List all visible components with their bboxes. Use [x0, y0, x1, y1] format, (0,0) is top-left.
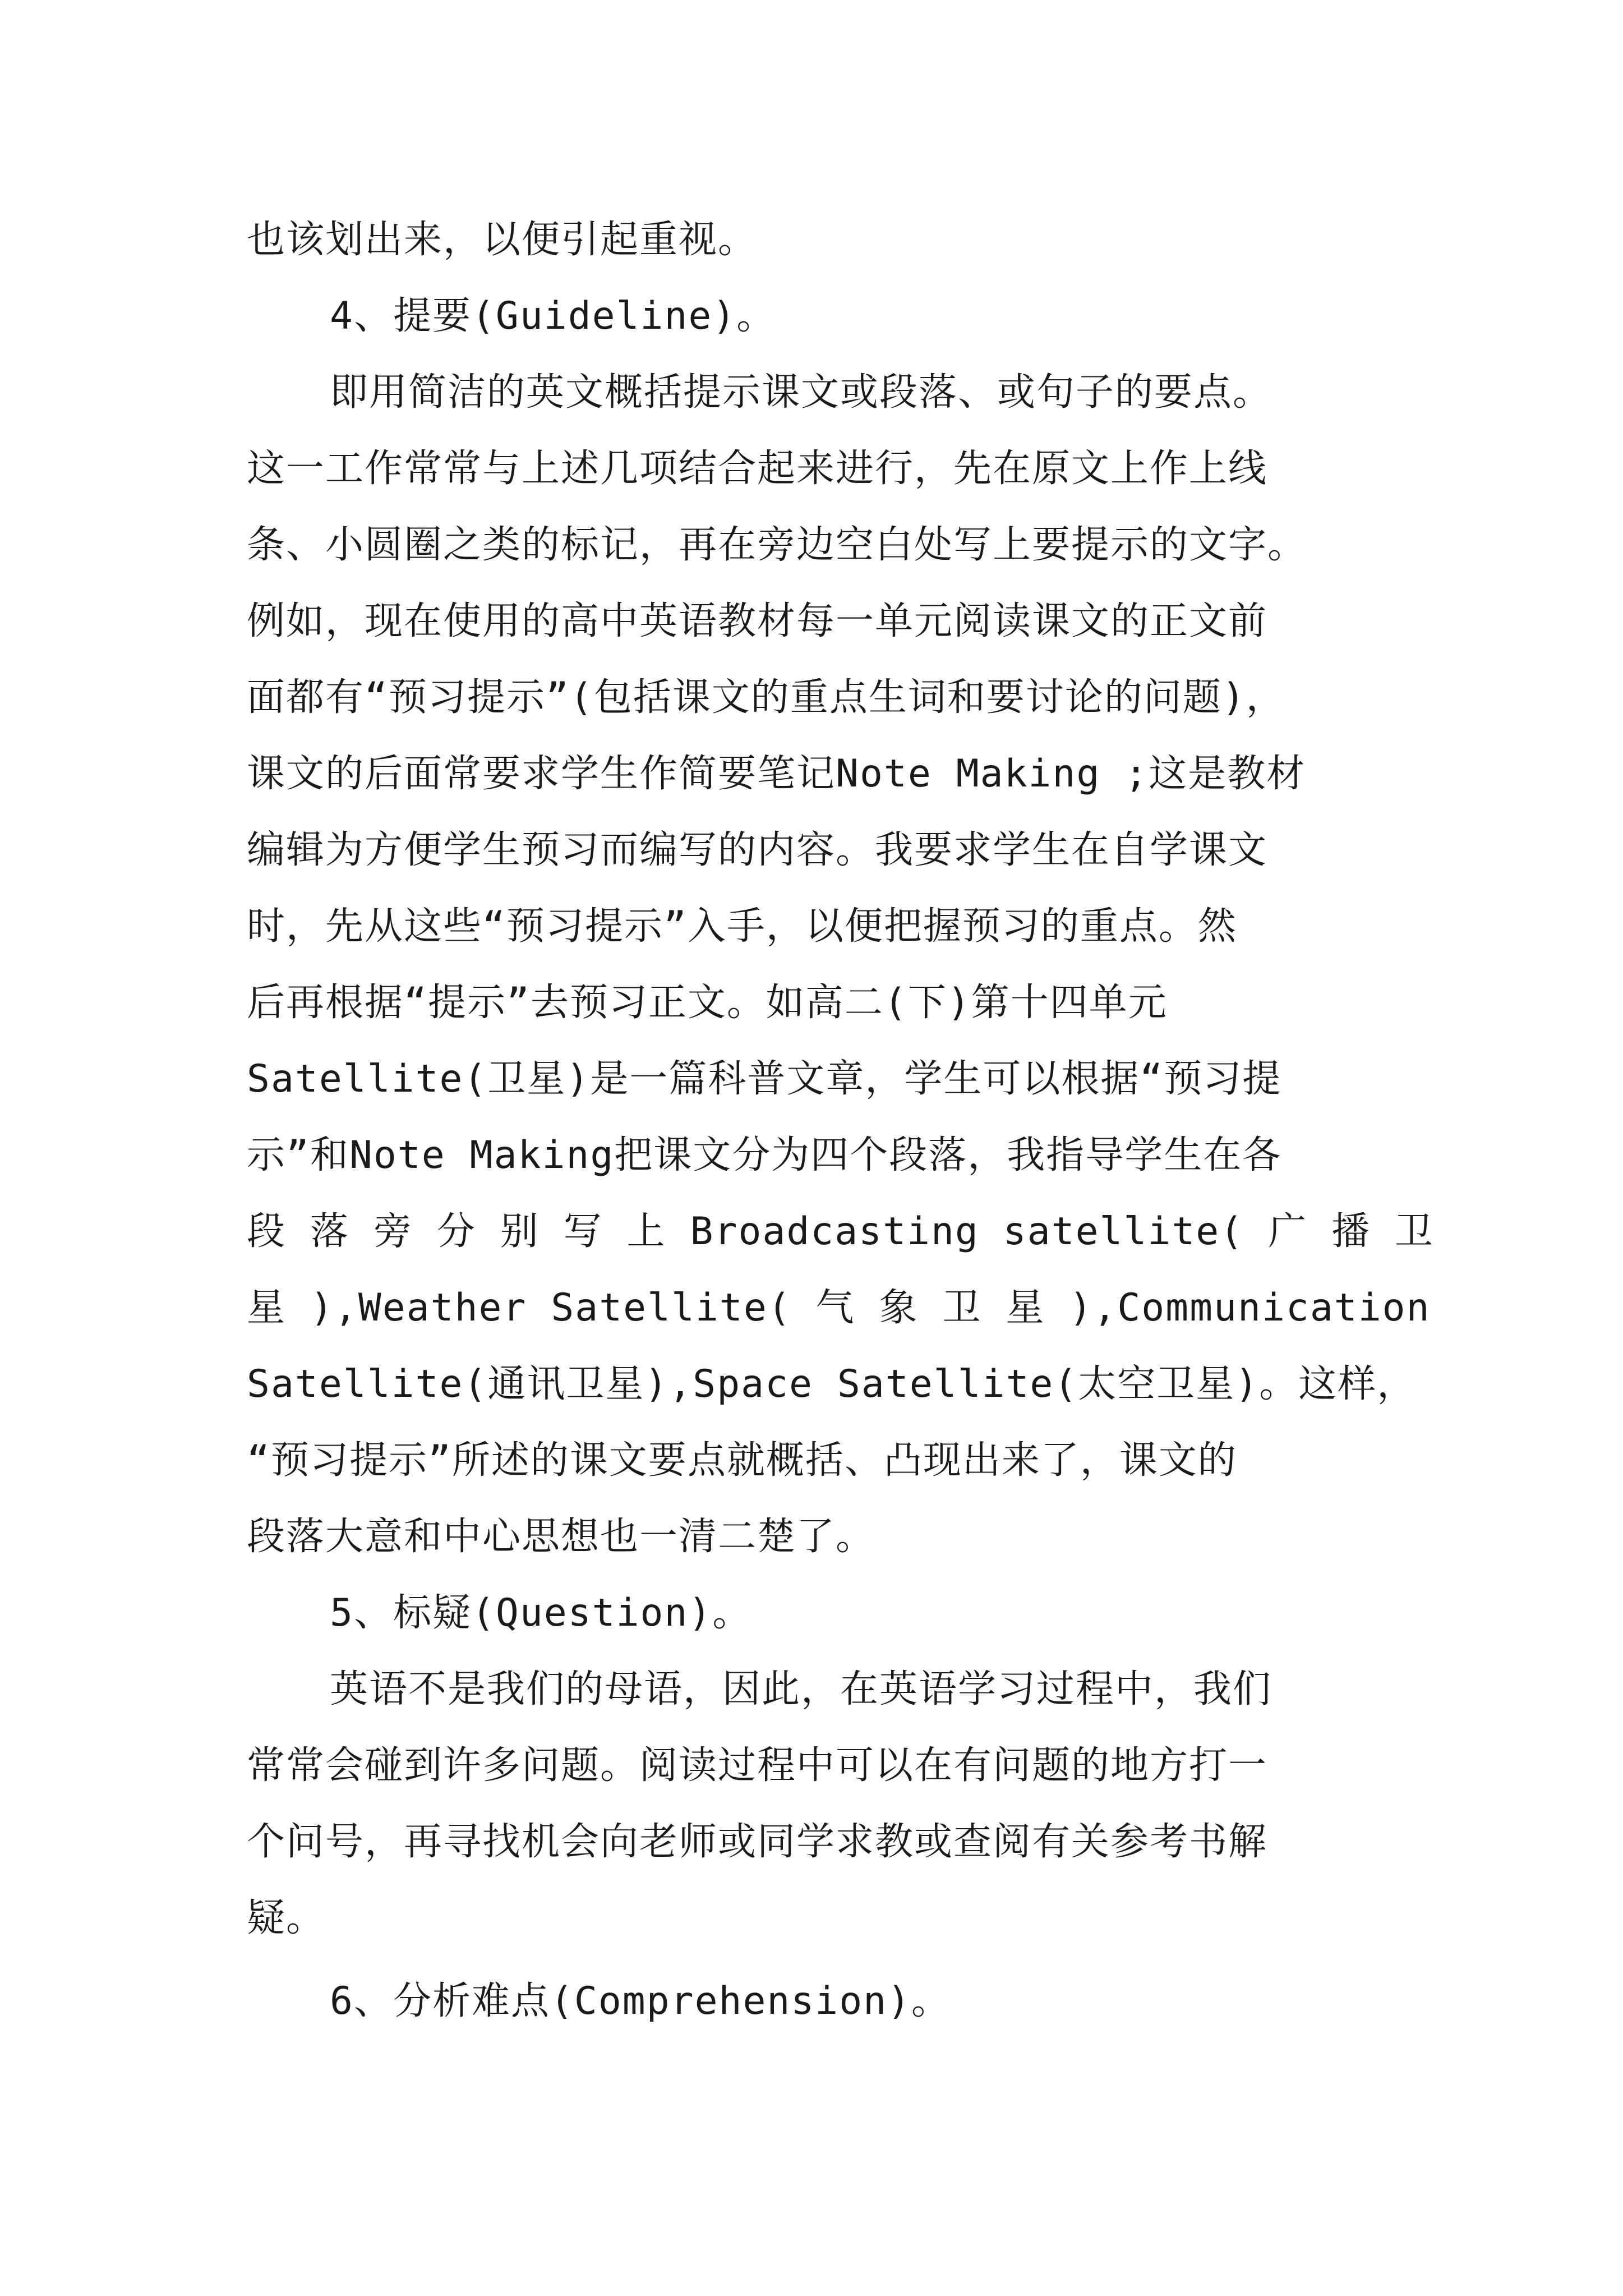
text-line: 段 落 旁 分 别 写 上 Broadcasting satellite( 广 播 卫	[247, 1209, 1435, 1254]
section-heading-question: 5、标疑(Question)。	[330, 1591, 752, 1635]
text-line: 也该划出来，以便引起重视。	[247, 218, 758, 262]
text-line: 星 ),Weather Satellite( 气 象 卫 星 ),Communication	[247, 1286, 1431, 1330]
text-line: Satellite(卫星)是一篇科普文章，学生可以根据“预习提	[247, 1057, 1282, 1101]
text-line: 段落大意和中心思想也一清二楚了。	[247, 1515, 875, 1559]
text-line: 条、小圆圈之类的标记，再在旁边空白处写上要提示的文字。	[247, 523, 1307, 567]
text-line: 常常会碰到许多问题。阅读过程中可以在有问题的地方打一	[247, 1743, 1268, 1788]
text-line: 疑。	[247, 1896, 326, 1940]
text-line: 例如，现在使用的高中英语教材每一单元阅读课文的正文前	[247, 599, 1268, 643]
text-line: 这一工作常常与上述几项结合起来进行，先在原文上作上线	[247, 447, 1268, 491]
text-line: 后再根据“提示”去预习正文。如高二(下)第十四单元	[247, 981, 1168, 1025]
text-line: 个问号，再寻找机会向老师或同学求教或查阅有关参考书解	[247, 1820, 1268, 1864]
text-line: Satellite(通讯卫星),Space Satellite(太空卫星)。这样，	[247, 1362, 1417, 1406]
text-line: “预习提示”所述的课文要点就概括、凸现出来了，课文的	[247, 1438, 1237, 1483]
text-line: 示”和Note Making把课文分为四个段落，我指导学生在各	[247, 1133, 1282, 1177]
text-line: 编辑为方便学生预习而编写的内容。我要求学生在自学课文	[247, 828, 1268, 872]
text-line: 时，先从这些“预习提示”入手，以便把握预习的重点。然	[247, 904, 1237, 949]
section-heading-guideline: 4、提要(Guideline)。	[330, 294, 776, 338]
text-line: 课文的后面常要求学生作简要笔记Note Making ;这是教材	[247, 752, 1306, 796]
text-line: 英语不是我们的母语，因此，在英语学习过程中，我们	[330, 1667, 1272, 1711]
text-line: 即用简洁的英文概括提示课文或段落、或句子的要点。	[330, 370, 1272, 415]
text-line: 面都有“预习提示”(包括课文的重点生词和要讨论的问题)，	[247, 675, 1285, 720]
document-page	[247, 202, 1435, 2040]
section-heading-comprehension: 6、分析难点(Comprehension)。	[330, 1979, 951, 2023]
